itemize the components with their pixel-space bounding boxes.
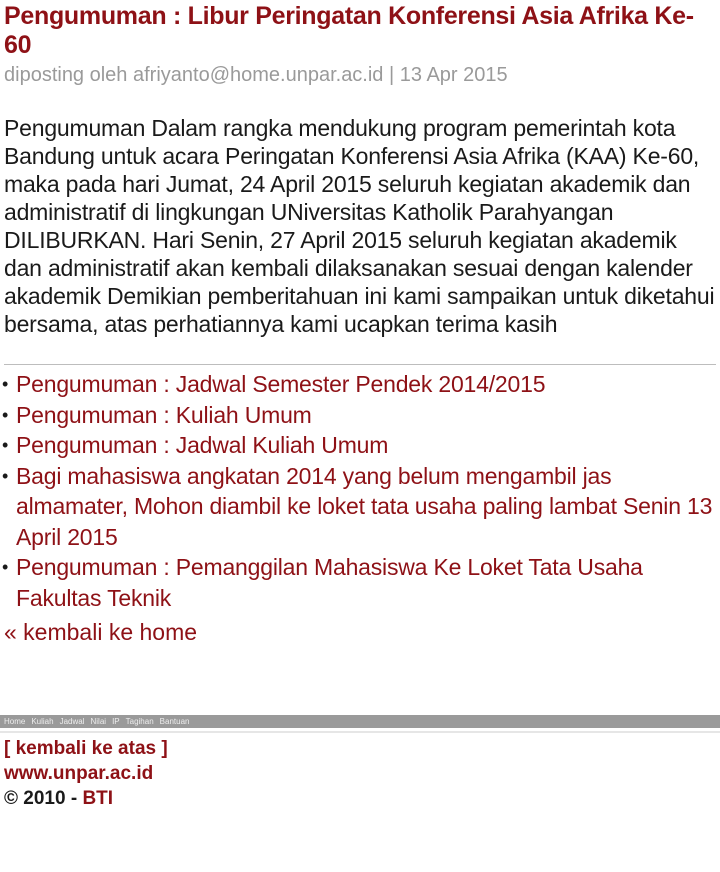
nav-nilai[interactable]: Nilai <box>90 717 107 726</box>
bullet-icon: • <box>2 557 9 577</box>
bottom-nav-bar <box>0 715 720 728</box>
footer <box>4 736 168 811</box>
nav-kuliah[interactable]: Kuliah <box>31 717 54 726</box>
list-item <box>4 461 716 553</box>
site-link[interactable]: www.unpar.ac.id <box>4 763 154 784</box>
copyright <box>4 786 168 811</box>
list-item <box>4 430 716 461</box>
bullet-icon: • <box>2 374 9 394</box>
list-item <box>4 400 716 431</box>
nav-home[interactable]: Home <box>4 717 26 726</box>
bti-link[interactable]: BTI <box>82 788 114 809</box>
divider <box>4 364 716 365</box>
copyright-prefix: © 2010 - <box>4 788 83 809</box>
bullet-icon: • <box>2 404 9 425</box>
related-link-pemanggilan-mahasiswa[interactable]: Pengumuman : Pemanggilan Mahasiswa Ke Loket Tata Usaha Fakultas Teknik <box>16 554 643 611</box>
back-to-home-link[interactable]: « kembali ke home <box>4 619 198 645</box>
nav-divider <box>0 731 720 733</box>
bullet-icon: • <box>2 435 9 455</box>
back-to-top-link[interactable]: [ kembali ke atas ] <box>4 738 168 759</box>
nav-ip[interactable]: IP <box>112 717 120 726</box>
list-item <box>4 552 716 613</box>
nav-tagihan[interactable]: Tagihan <box>125 717 154 726</box>
related-announcements-list <box>4 369 716 613</box>
related-link-jadwal-kuliah-umum[interactable]: Pengumuman : Jadwal Kuliah Umum <box>16 432 389 458</box>
related-link-kuliah-umum[interactable]: Pengumuman : Kuliah Umum <box>16 401 312 428</box>
post-body: Pengumuman Dalam rangka mendukung program pemerintah kota Bandung untuk acara Peringatan Konferensi Asia Afrika (KAA) Ke-60, maka pada hari Jumat, 24 April 2015 seluruh kegiatan akademik dan administratif di lingkungan UNiversitas Katholik Parahyangan DILIBURKAN. Hari Senin, 27 April 2015 seluruh kegiatan akademik dan administratif akan kembali dilaksanakan sesuai dengan kalender akademik Demikian pemberitahuan ini kami sampaikan untuk diketahui bersama, atas perhatiannya kami ucapkan terima kasih <box>4 115 715 337</box>
related-link-jadwal-semester-pendek[interactable]: Pengumuman : Jadwal Semester Pendek 2014/2015 <box>16 371 546 397</box>
list-item <box>4 369 716 400</box>
nav-bantuan[interactable]: Bantuan <box>159 717 190 726</box>
post-meta: diposting oleh afriyanto@home.unpar.ac.id | 13 Apr 2015 <box>4 64 508 86</box>
bullet-icon: • <box>2 465 9 486</box>
related-link-jas-almamater[interactable]: Bagi mahasiswa angkatan 2014 yang belum mengambil jas almamater, Mohon diambil ke loket tata usaha paling lambat Senin 13 April 2015 <box>16 462 713 550</box>
nav-jadwal[interactable]: Jadwal <box>59 717 85 726</box>
post-title: Pengumuman : Libur Peringatan Konferensi Asia Afrika Ke-60 <box>4 2 694 59</box>
